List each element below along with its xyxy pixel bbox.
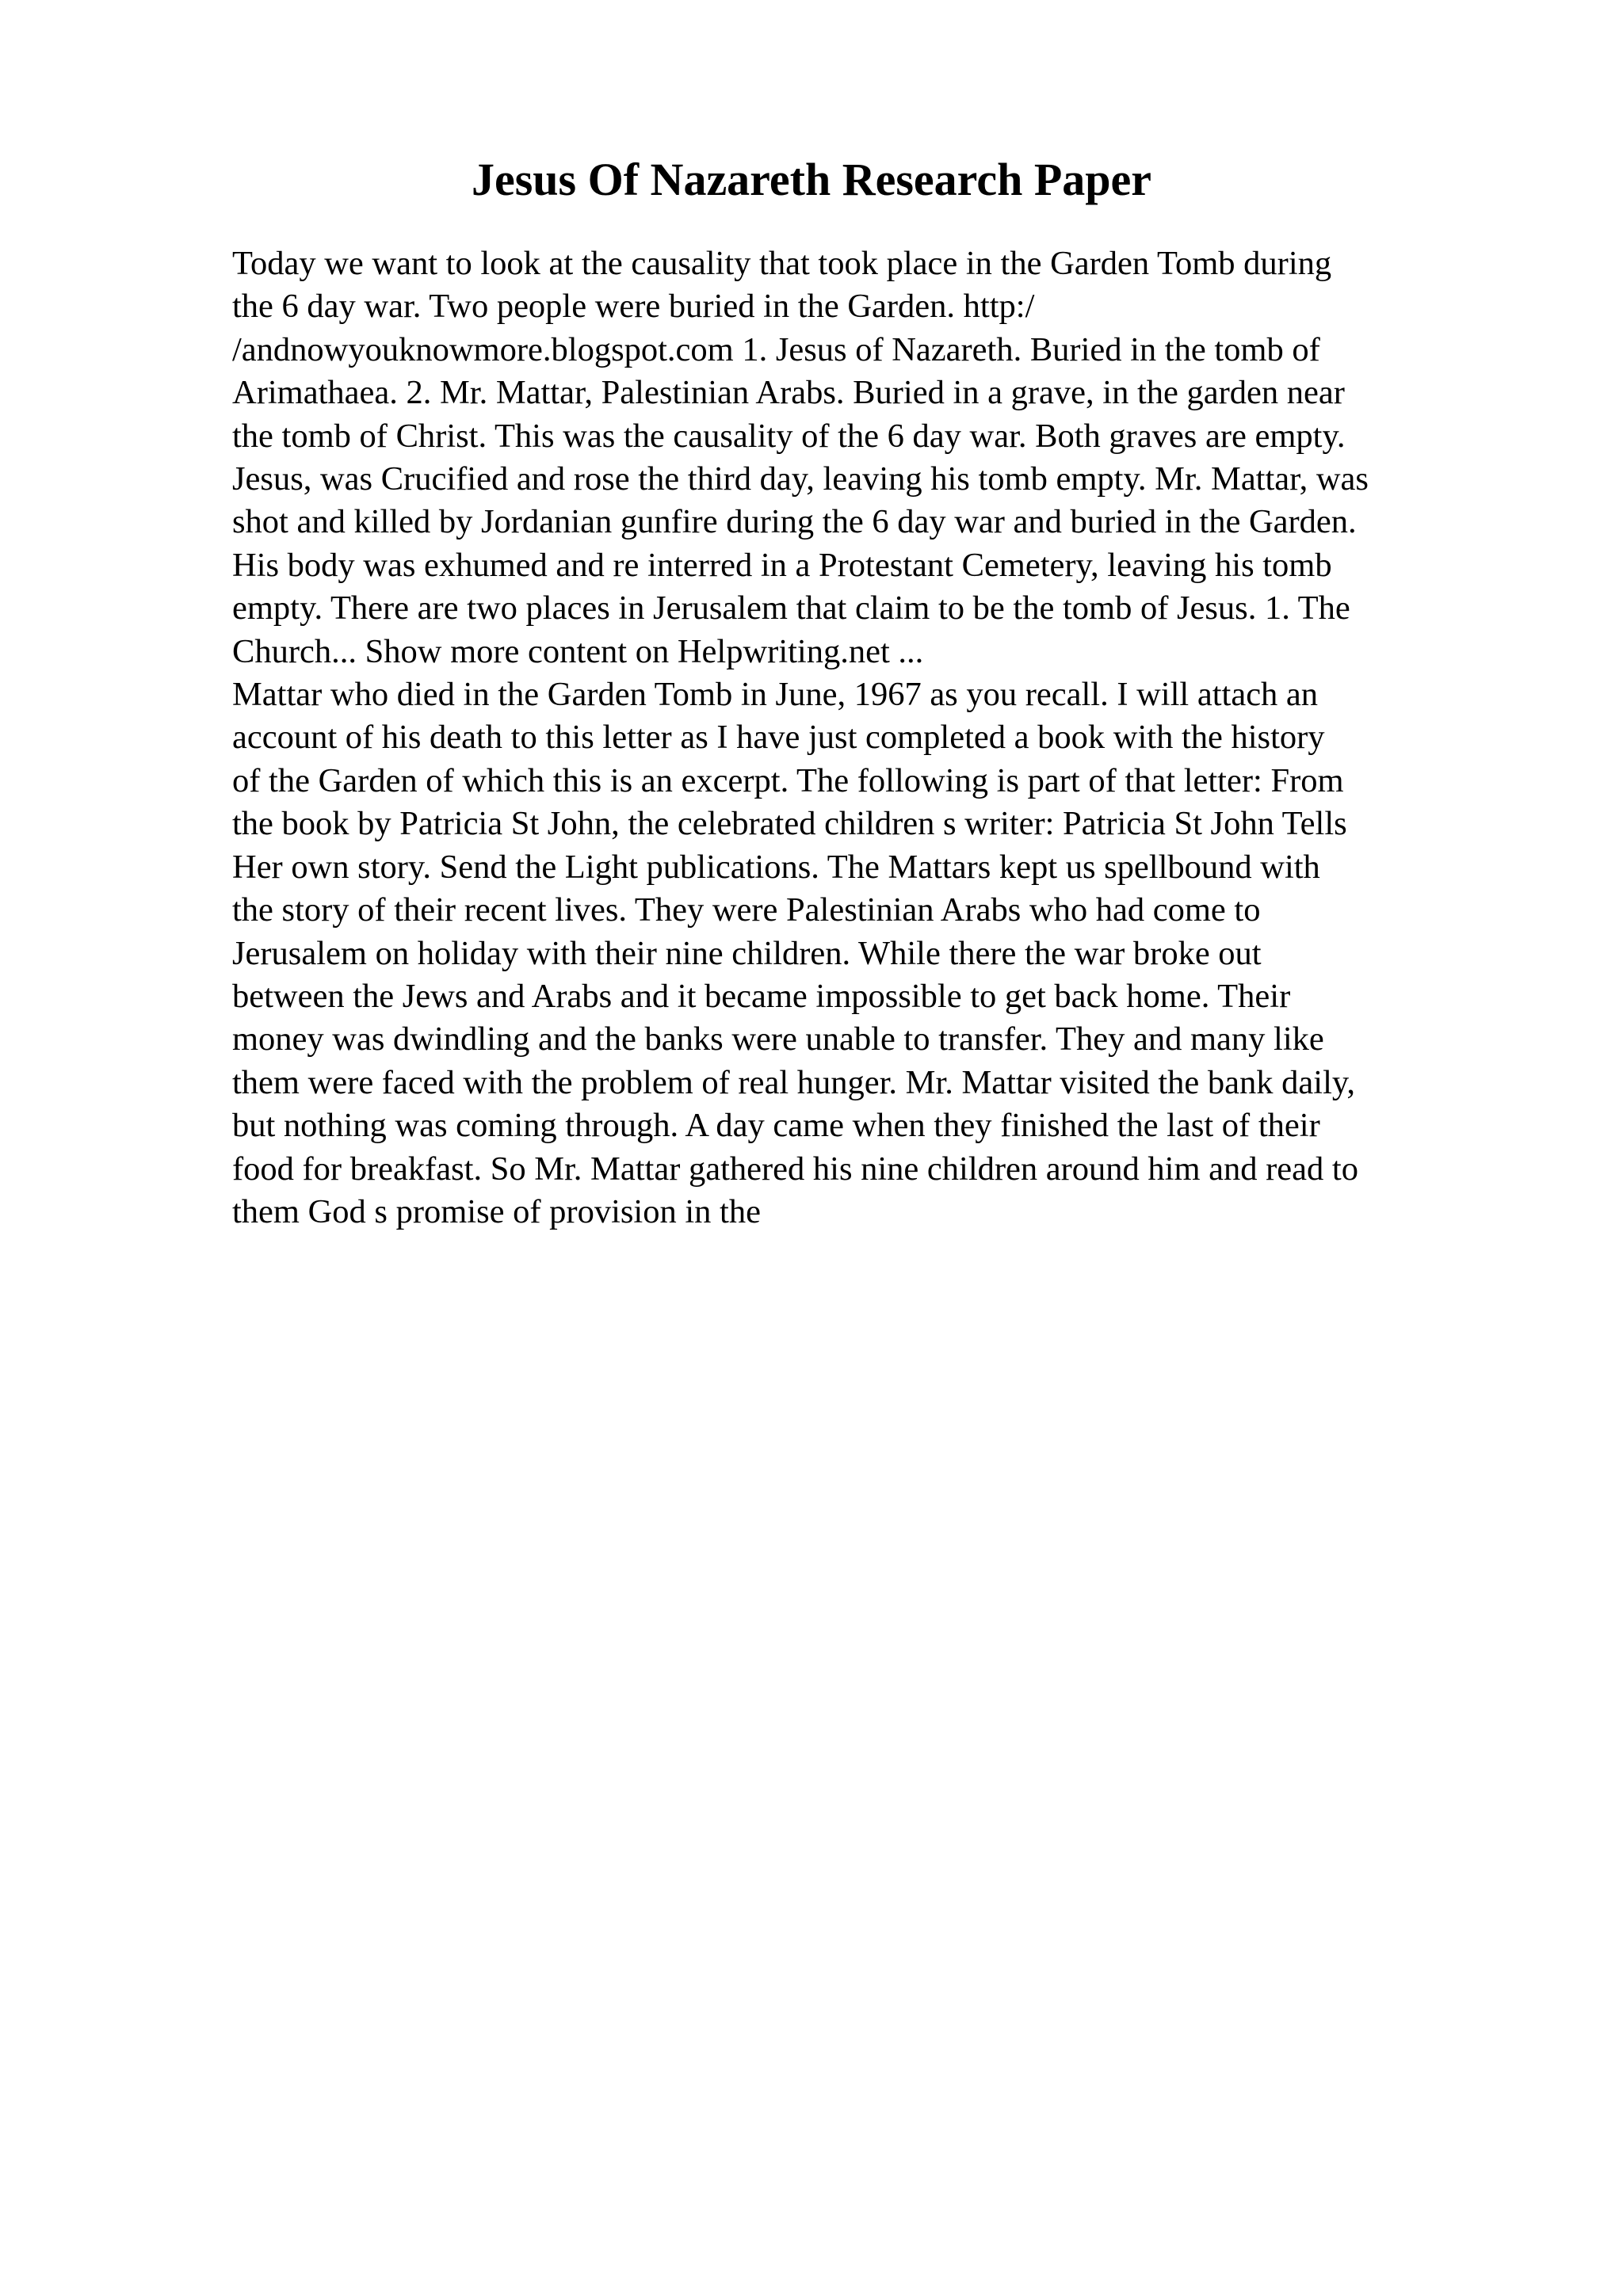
text-line: /andnowyouknowmore.blogspot.com 1. Jesus of Nazareth. Buried in the tomb of [232,330,1320,368]
text-line: the story of their recent lives. They were Palestinian Arabs who had come to [232,891,1261,929]
text-line: them God s promise of provision in the [232,1192,761,1230]
text-line: between the Jews and Arabs and it became impossible to get back home. Their [232,977,1291,1015]
text-line: empty. There are two places in Jerusalem that claim to be the tomb of Jesus. 1. The [232,589,1350,627]
text-line: the 6 day war. Two people were buried in the Garden. http:/ [232,288,1035,326]
text-line: the tomb of Christ. This was the causality of the 6 day war. Both graves are empty. [232,417,1346,455]
text-line: Jerusalem on holiday with their nine children. While there the war broke out [232,934,1262,972]
text-line: account of his death to this letter as I have just completed a book with the history [232,719,1325,757]
document-body [232,242,1500,1234]
text-line: Arimathaea. 2. Mr. Mattar, Palestinian Arabs. Buried in a grave, in the garden near [232,374,1345,412]
text-line: food for breakfast. So Mr. Mattar gathered his nine children around him and read to [232,1150,1358,1188]
text-line: money was dwindling and the banks were unable to transfer. They and many like [232,1020,1324,1058]
text-line: Her own story. Send the Light publications. The Mattars kept us spellbound with [232,848,1320,886]
text-line: Church... Show more content on Helpwriting.net ... [232,632,924,670]
text-line: Jesus, was Crucified and rose the third day, leaving his tomb empty. Mr. Mattar, was [232,460,1369,498]
text-line: Mattar who died in the Garden Tomb in June, 1967 as you recall. I will attach an [232,676,1319,714]
text-line: of the Garden of which this is an excerpt. The following is part of that letter: From [232,761,1344,799]
text-line: but nothing was coming through. A day came when they finished the last of their [232,1107,1320,1145]
text-line: Today we want to look at the causality that took place in the Garden Tomb during [232,245,1332,282]
text-line: them were faced with the problem of real hunger. Mr. Mattar visited the bank daily, [232,1063,1356,1101]
page-title: Jesus Of Nazareth Research Paper [471,154,1152,205]
text-line: the book by Patricia St John, the celebrated children s writer: Patricia St John Tells [232,805,1347,843]
text-line: shot and killed by Jordanian gunfire during the 6 day war and buried in the Garden. [232,503,1357,541]
text-line: His body was exhumed and re interred in a Protestant Cemetery, leaving his tomb [232,546,1332,584]
